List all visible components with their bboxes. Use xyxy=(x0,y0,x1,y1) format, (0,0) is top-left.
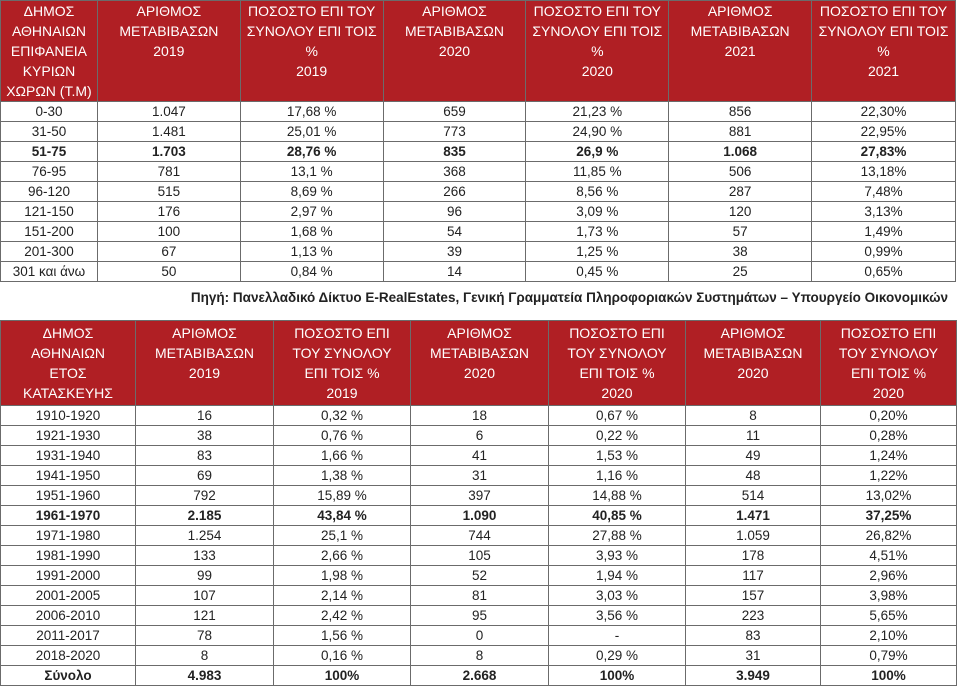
header-count-2019: ΑΡΙΘΜΟΣ ΜΕΤΑΒΙΒΑΣΩΝ 2019 xyxy=(136,321,274,406)
table-cell: 1.068 xyxy=(669,142,812,162)
table-cell: 792 xyxy=(136,486,274,506)
table-cell: 22,95% xyxy=(812,122,956,142)
row-label-cell: 0-30 xyxy=(1,102,98,122)
row-label-cell: 1931-1940 xyxy=(1,446,136,466)
table-cell: 1.059 xyxy=(686,526,821,546)
table-cell: 18 xyxy=(411,406,549,426)
row-label-cell: 121-150 xyxy=(1,202,98,222)
table-cell: 0,84 % xyxy=(240,262,383,282)
table-cell: 3,09 % xyxy=(526,202,669,222)
table-cell: 11,85 % xyxy=(526,162,669,182)
table-row xyxy=(1,182,956,202)
header-pct-2020: ΠΟΣΟΣΤΟ ΕΠΙ ΤΟΥ ΣΥΝΟΛΟΥ ΕΠΙ ΤΟΙΣ % 2020 xyxy=(549,321,686,406)
table-cell: 107 xyxy=(136,586,274,606)
table-cell: 1,16 % xyxy=(549,466,686,486)
table-row xyxy=(1,626,957,646)
table-row xyxy=(1,606,957,626)
table-cell: 0,45 % xyxy=(526,262,669,282)
table-cell: 0,76 % xyxy=(274,426,411,446)
table-cell: 13,02% xyxy=(821,486,957,506)
table-cell: 0,32 % xyxy=(274,406,411,426)
table-cell: 39 xyxy=(383,242,526,262)
header-count-2020: ΑΡΙΘΜΟΣ ΜΕΤΑΒΙΒΑΣΩΝ 2020 xyxy=(411,321,549,406)
table-cell: 2.668 xyxy=(411,666,549,686)
table-cell: 21,23 % xyxy=(526,102,669,122)
table-cell: 11 xyxy=(686,426,821,446)
table-row xyxy=(1,446,957,466)
table-cell: 4.983 xyxy=(136,666,274,686)
table-body xyxy=(1,102,956,282)
header-pct-2019: ΠΟΣΟΣΤΟ ΕΠΙ ΤΟΥ ΣΥΝΟΛΟΥ ΕΠΙ ΤΟΙΣ % 2019 xyxy=(274,321,411,406)
row-label-cell: 1991-2000 xyxy=(1,566,136,586)
header-count-2019: ΑΡΙΘΜΟΣ ΜΕΤΑΒΙΒΑΣΩΝ 2019 xyxy=(97,1,240,102)
table-cell: 49 xyxy=(686,446,821,466)
table-cell: 4,51% xyxy=(821,546,957,566)
table-cell: 1,38 % xyxy=(274,466,411,486)
table-cell: 515 xyxy=(97,182,240,202)
row-label-cell: 2001-2005 xyxy=(1,586,136,606)
table-row xyxy=(1,646,957,666)
row-label-cell: 96-120 xyxy=(1,182,98,202)
row-label-cell: 1981-1990 xyxy=(1,546,136,566)
table-cell: 96 xyxy=(383,202,526,222)
table-cell: 506 xyxy=(669,162,812,182)
table-cell: 3,03 % xyxy=(549,586,686,606)
table-cell: 1.471 xyxy=(686,506,821,526)
table-cell: 1,49% xyxy=(812,222,956,242)
row-label-cell: 2018-2020 xyxy=(1,646,136,666)
table-row xyxy=(1,426,957,446)
header-area: ΔΗΜΟΣ ΑΘΗΝΑΙΩΝ ΕΠΙΦΑΝΕΙΑ ΚΥΡΙΩΝ ΧΩΡΩΝ (Τ.Μ) xyxy=(1,1,98,102)
row-label-cell: 31-50 xyxy=(1,122,98,142)
table-cell: 38 xyxy=(136,426,274,446)
header-count-2021: ΑΡΙΘΜΟΣ ΜΕΤΑΒΙΒΑΣΩΝ 2021 xyxy=(669,1,812,102)
table-cell: 1.703 xyxy=(97,142,240,162)
table-cell: 22,30% xyxy=(812,102,956,122)
table-cell: 95 xyxy=(411,606,549,626)
header-year: ΔΗΜΟΣ ΑΘΗΝΑΙΩΝ ΕΤΟΣ ΚΑΤΑΣΚΕΥΗΣ xyxy=(1,321,136,406)
table-cell: 8,56 % xyxy=(526,182,669,202)
table-cell: 8 xyxy=(136,646,274,666)
table-cell: 83 xyxy=(686,626,821,646)
table-cell: 27,83% xyxy=(812,142,956,162)
table-row xyxy=(1,202,956,222)
table-cell: 659 xyxy=(383,102,526,122)
table-cell: 17,68 % xyxy=(240,102,383,122)
row-label-cell: 1951-1960 xyxy=(1,486,136,506)
table-cell: 1,68 % xyxy=(240,222,383,242)
table-cell: 50 xyxy=(97,262,240,282)
table-cell: 69 xyxy=(136,466,274,486)
table-cell: 744 xyxy=(411,526,549,546)
table-cell: 78 xyxy=(136,626,274,646)
table-row xyxy=(1,526,957,546)
table-body xyxy=(1,406,957,686)
table-cell: 514 xyxy=(686,486,821,506)
header-pct-2020-b: ΠΟΣΟΣΤΟ ΕΠΙ ΤΟΥ ΣΥΝΟΛΟΥ ΕΠΙ ΤΟΙΣ % 2020 xyxy=(821,321,957,406)
table-cell: 835 xyxy=(383,142,526,162)
header-count-2020: ΑΡΙΘΜΟΣ ΜΕΤΑΒΙΒΑΣΩΝ 2020 xyxy=(383,1,526,102)
table-cell: 0,22 % xyxy=(549,426,686,446)
table-cell: 0,29 % xyxy=(549,646,686,666)
table-cell: 25 xyxy=(669,262,812,282)
table-cell: 0,99% xyxy=(812,242,956,262)
table-row xyxy=(1,242,956,262)
table-cell: 57 xyxy=(669,222,812,242)
table-cell: 1,66 % xyxy=(274,446,411,466)
table-cell: 25,1 % xyxy=(274,526,411,546)
header-pct-2019: ΠΟΣΟΣΤΟ ΕΠΙ ΤΟΥ ΣΥΝΟΛΟΥ ΕΠΙ ΤΟΙΣ % 2019 xyxy=(240,1,383,102)
row-label-cell: 1941-1950 xyxy=(1,466,136,486)
table-cell: 1,56 % xyxy=(274,626,411,646)
table-cell: 81 xyxy=(411,586,549,606)
table-cell: 15,89 % xyxy=(274,486,411,506)
table-cell: 1.254 xyxy=(136,526,274,546)
table-cell: 2,42 % xyxy=(274,606,411,626)
table-cell: 120 xyxy=(669,202,812,222)
table-cell: 26,82% xyxy=(821,526,957,546)
row-label-cell: 301 και άνω xyxy=(1,262,98,282)
table-cell: 176 xyxy=(97,202,240,222)
table-cell: 31 xyxy=(411,466,549,486)
row-label-cell: 1921-1930 xyxy=(1,426,136,446)
table-cell: 14,88 % xyxy=(549,486,686,506)
table-cell: 2,10% xyxy=(821,626,957,646)
table-row xyxy=(1,666,957,686)
row-label-cell: 1910-1920 xyxy=(1,406,136,426)
table-cell: 100% xyxy=(821,666,957,686)
table-cell: 3,93 % xyxy=(549,546,686,566)
table-cell: 31 xyxy=(686,646,821,666)
table-cell: 41 xyxy=(411,446,549,466)
table-cell: 6 xyxy=(411,426,549,446)
table-cell: 0,79% xyxy=(821,646,957,666)
table-cell: 121 xyxy=(136,606,274,626)
table-cell: 25,01 % xyxy=(240,122,383,142)
table-row xyxy=(1,222,956,242)
table-cell: 16 xyxy=(136,406,274,426)
surface-area-table xyxy=(0,0,956,282)
table-cell: 266 xyxy=(383,182,526,202)
table-cell: - xyxy=(549,626,686,646)
table-row xyxy=(1,466,957,486)
table-cell: 1,53 % xyxy=(549,446,686,466)
table-cell: 1.090 xyxy=(411,506,549,526)
table-cell: 38 xyxy=(669,242,812,262)
table-header-row xyxy=(1,321,957,406)
table-cell: 133 xyxy=(136,546,274,566)
table-row xyxy=(1,506,957,526)
table-cell: 881 xyxy=(669,122,812,142)
row-label-cell: Σύνολο xyxy=(1,666,136,686)
table-cell: 0,20% xyxy=(821,406,957,426)
table-cell: 2,97 % xyxy=(240,202,383,222)
table-cell: 26,9 % xyxy=(526,142,669,162)
table-cell: 1.481 xyxy=(97,122,240,142)
table-row xyxy=(1,162,956,182)
table-cell: 99 xyxy=(136,566,274,586)
table-cell: 1,98 % xyxy=(274,566,411,586)
table-cell: 100% xyxy=(274,666,411,686)
table-row xyxy=(1,586,957,606)
table-row xyxy=(1,566,957,586)
table-cell: 3,13% xyxy=(812,202,956,222)
row-label-cell: 2011-2017 xyxy=(1,626,136,646)
row-label-cell: 2006-2010 xyxy=(1,606,136,626)
row-label-cell: 1961-1970 xyxy=(1,506,136,526)
table-cell: 37,25% xyxy=(821,506,957,526)
table-cell: 2,66 % xyxy=(274,546,411,566)
table-header-row xyxy=(1,1,956,102)
table-row xyxy=(1,262,956,282)
table-cell: 48 xyxy=(686,466,821,486)
table-cell: 0 xyxy=(411,626,549,646)
table-cell: 1,22% xyxy=(821,466,957,486)
table-cell: 223 xyxy=(686,606,821,626)
table-cell: 397 xyxy=(411,486,549,506)
table-row xyxy=(1,102,956,122)
table-cell: 781 xyxy=(97,162,240,182)
table-cell: 14 xyxy=(383,262,526,282)
table-cell: 24,90 % xyxy=(526,122,669,142)
table-cell: 1,25 % xyxy=(526,242,669,262)
table-cell: 157 xyxy=(686,586,821,606)
table-cell: 1,94 % xyxy=(549,566,686,586)
table-cell: 287 xyxy=(669,182,812,202)
table-cell: 2.185 xyxy=(136,506,274,526)
table-cell: 83 xyxy=(136,446,274,466)
table-cell: 0,28% xyxy=(821,426,957,446)
table-row xyxy=(1,122,956,142)
table-cell: 5,65% xyxy=(821,606,957,626)
header-pct-2021: ΠΟΣΟΣΤΟ ΕΠΙ ΤΟΥ ΣΥΝΟΛΟΥ ΕΠΙ ΤΟΙΣ % 2021 xyxy=(812,1,956,102)
table-cell: 3.949 xyxy=(686,666,821,686)
table-cell: 773 xyxy=(383,122,526,142)
table-cell: 2,14 % xyxy=(274,586,411,606)
table-cell: 28,76 % xyxy=(240,142,383,162)
table-row xyxy=(1,486,957,506)
table-cell: 0,67 % xyxy=(549,406,686,426)
table-cell: 100 xyxy=(97,222,240,242)
table-cell: 7,48% xyxy=(812,182,956,202)
row-label-cell: 51-75 xyxy=(1,142,98,162)
table-cell: 3,98% xyxy=(821,586,957,606)
table-cell: 1,13 % xyxy=(240,242,383,262)
table-cell: 2,96% xyxy=(821,566,957,586)
table-cell: 8 xyxy=(686,406,821,426)
table-row xyxy=(1,142,956,162)
row-label-cell: 76-95 xyxy=(1,162,98,182)
row-label-cell: 1971-1980 xyxy=(1,526,136,546)
table-cell: 8,69 % xyxy=(240,182,383,202)
table-row xyxy=(1,546,957,566)
table-cell: 13,18% xyxy=(812,162,956,182)
table-cell: 0,16 % xyxy=(274,646,411,666)
table-cell: 8 xyxy=(411,646,549,666)
table-cell: 13,1 % xyxy=(240,162,383,182)
table-cell: 1,73 % xyxy=(526,222,669,242)
table-cell: 3,56 % xyxy=(549,606,686,626)
construction-year-table xyxy=(0,320,957,686)
source-note: Πηγή: Πανελλαδικό Δίκτυο E-RealEstates, Γενική Γραμματεία Πληροφοριακών Συστημάτων – Υπουργείο Οικονομικών xyxy=(190,290,948,305)
table-cell: 178 xyxy=(686,546,821,566)
table-cell: 1.047 xyxy=(97,102,240,122)
header-count-2020-b: ΑΡΙΘΜΟΣ ΜΕΤΑΒΙΒΑΣΩΝ 2020 xyxy=(686,321,821,406)
row-label-cell: 201-300 xyxy=(1,242,98,262)
table-cell: 368 xyxy=(383,162,526,182)
table-cell: 67 xyxy=(97,242,240,262)
table-cell: 40,85 % xyxy=(549,506,686,526)
table-cell: 27,88 % xyxy=(549,526,686,546)
header-pct-2020: ΠΟΣΟΣΤΟ ΕΠΙ ΤΟΥ ΣΥΝΟΛΟΥ ΕΠΙ ΤΟΙΣ % 2020 xyxy=(526,1,669,102)
table-cell: 117 xyxy=(686,566,821,586)
table-cell: 105 xyxy=(411,546,549,566)
table-cell: 52 xyxy=(411,566,549,586)
table-cell: 43,84 % xyxy=(274,506,411,526)
table-row xyxy=(1,406,957,426)
table-cell: 1,24% xyxy=(821,446,957,466)
table-cell: 856 xyxy=(669,102,812,122)
table-cell: 0,65% xyxy=(812,262,956,282)
row-label-cell: 151-200 xyxy=(1,222,98,242)
table-cell: 100% xyxy=(549,666,686,686)
table-cell: 54 xyxy=(383,222,526,242)
